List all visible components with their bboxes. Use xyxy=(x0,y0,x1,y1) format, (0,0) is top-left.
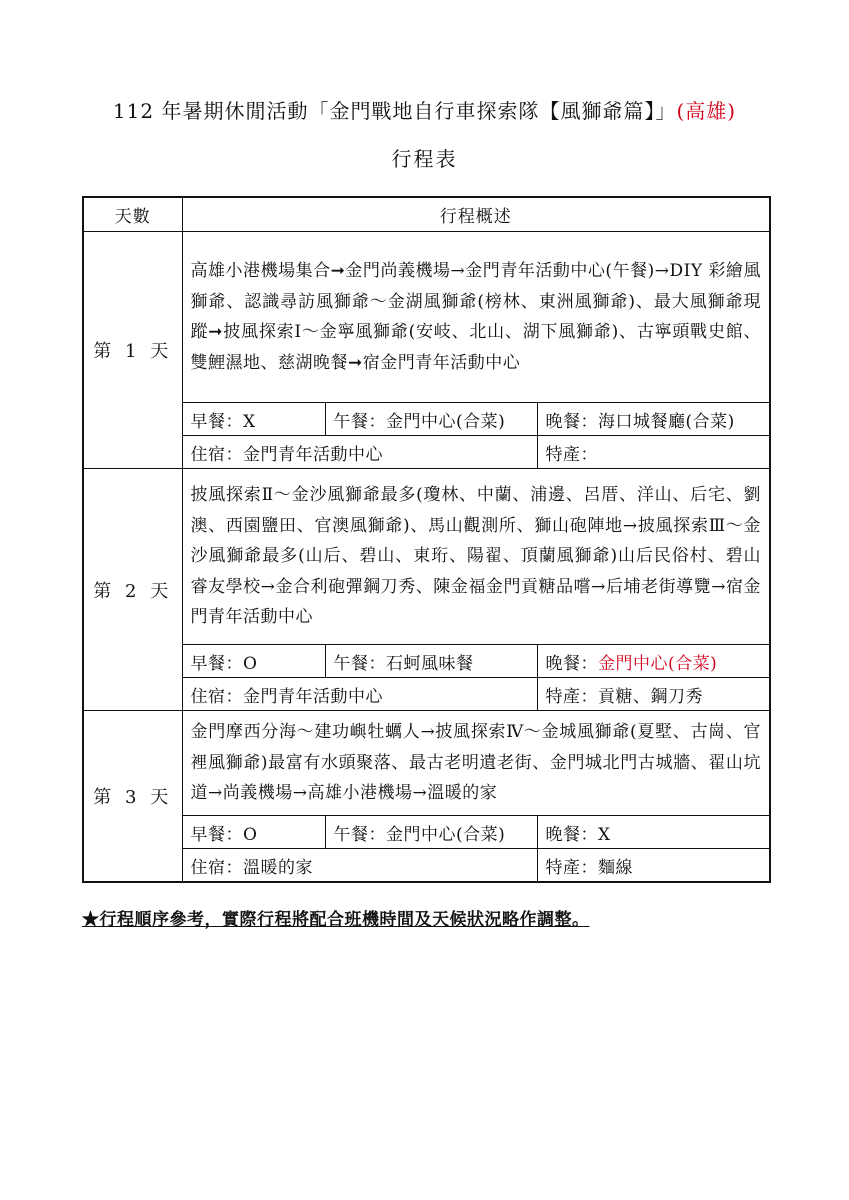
day-label: 第 3 天 xyxy=(83,711,182,883)
dinner-cell: 晚餐：海口城餐廳(合菜) xyxy=(537,403,770,436)
lodging-cell: 住宿：金門青年活動中心 xyxy=(182,678,537,711)
table-row xyxy=(83,469,770,645)
meal-row xyxy=(83,403,770,436)
table-row xyxy=(83,232,770,403)
breakfast-cell: 早餐：X xyxy=(182,403,325,436)
day-label: 第 1 天 xyxy=(83,232,182,469)
dinner-label: 晚餐： xyxy=(545,653,598,674)
specialty-cell: 特產：麵線 xyxy=(537,849,770,883)
lunch-cell: 午餐：石蚵風味餐 xyxy=(325,645,537,678)
itinerary-table xyxy=(82,196,771,883)
day-description: 金門摩西分海～建功嶼牡蠣人→披風探索Ⅳ～金城風獅爺(夏墅、古崗、官裡風獅爺)最富有水頭聚落、最古老明遺老街、金門城北門古城牆、翟山坑道→尚義機場→高雄小港機場→溫暖的家 xyxy=(182,711,770,816)
footnote: ★行程順序參考，實際行程將配合班機時間及天候狀況略作調整。 xyxy=(82,910,590,930)
table-row xyxy=(83,711,770,816)
title-location: (高雄) xyxy=(676,99,737,123)
breakfast-cell: 早餐：O xyxy=(182,816,325,849)
page-title xyxy=(0,95,849,124)
header-description: 行程概述 xyxy=(182,197,770,232)
specialty-cell: 特產：貢糖、鋼刀秀 xyxy=(537,678,770,711)
header-day: 天數 xyxy=(83,197,182,232)
page-subtitle: 行程表 xyxy=(391,147,458,171)
specialty-cell: 特產： xyxy=(537,436,770,469)
day-label: 第 2 天 xyxy=(83,469,182,711)
dinner-cell xyxy=(537,645,770,678)
breakfast-cell: 早餐：O xyxy=(182,645,325,678)
lodging-row xyxy=(83,678,770,711)
title-main: 112 年暑期休閒活動「金門戰地自行車探索隊【風獅爺篇】」 xyxy=(112,99,677,123)
table-header-row xyxy=(83,197,770,232)
lodging-cell: 住宿：溫暖的家 xyxy=(182,849,537,883)
dinner-cell: 晚餐：X xyxy=(537,816,770,849)
lunch-cell: 午餐：金門中心(合菜) xyxy=(325,816,537,849)
day-description: 披風探索Ⅱ～金沙風獅爺最多(瓊林、中蘭、浦邊、呂厝、洋山、后宅、劉澳、西園鹽田、官澳風獅爺)、馬山觀測所、獅山砲陣地→披風探索Ⅲ～金沙風獅爺最多(山后、碧山、東珩、陽翟、頂蘭風獅爺)山后民俗村、碧山睿友學校→金合利砲彈鋼刀秀、陳金福金門貢糖品嚐→后埔老街導覽→宿金門青年活動中心 xyxy=(182,469,770,645)
lodging-cell: 住宿：金門青年活動中心 xyxy=(182,436,537,469)
meal-row xyxy=(83,645,770,678)
lunch-cell: 午餐：金門中心(合菜) xyxy=(325,403,537,436)
day-description: 高雄小港機場集合➞金門尚義機場→金門青年活動中心(午餐)→DIY 彩繪風獅爺、認識尋訪風獅爺～金湖風獅爺(榜林、東洲風獅爺)、最大風獅爺現蹤➞披風探索Ⅰ～金寧風獅爺(安岐、北山、湖下風獅爺)、古寧頭戰史館、雙鯉濕地、慈湖晚餐➞宿金門青年活動中心 xyxy=(182,232,770,403)
lodging-row xyxy=(83,849,770,883)
lodging-row xyxy=(83,436,770,469)
dinner-value: 金門中心(合菜) xyxy=(598,653,718,674)
meal-row xyxy=(83,816,770,849)
